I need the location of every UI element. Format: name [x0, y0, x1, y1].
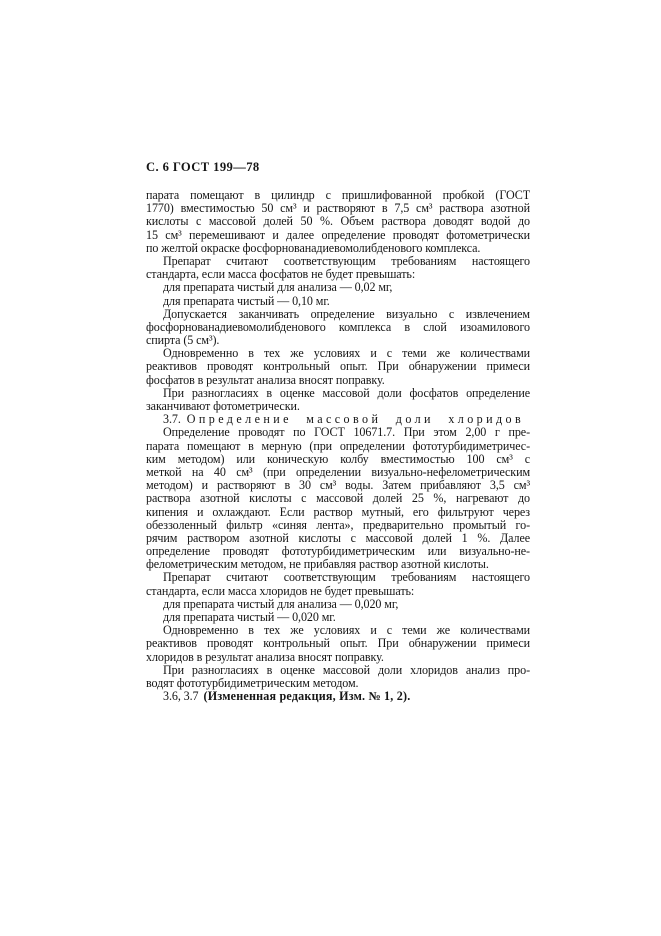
amendment-line [146, 690, 530, 703]
text-line: фелометрическим методом, не прибавляя раствор азотной кислоты. [146, 557, 489, 572]
text-line: раствора азотной кислоты с массовой долей 25 %, нагревают до [146, 491, 530, 506]
text-line: ким методом) или коническую колбу вместимостью 100 см³ с [146, 451, 530, 466]
text-line: реактивов проводят контрольный опыт. При обнаружении примеси [146, 636, 530, 651]
amendment-prefix: 3.6, 3.7 [163, 689, 199, 704]
text-line: При разногласиях в оценке массовой доли хлоридов анализ про- [163, 662, 530, 677]
text-line: обеззоленный фильтр «синяя лента», предварительно промытый го- [146, 517, 530, 532]
text-line: рячим раствором азотной кислоты с массовой долей 1 %. Далее [146, 530, 530, 545]
list-line: для препарата чистый — 0,020 мг. [163, 610, 336, 624]
text-line: Определение проводят по ГОСТ 10671.7. При этом 2,00 г пре- [163, 425, 530, 440]
text-line: хлоридов в результат анализа вносят поправку. [146, 649, 384, 664]
text-line: При разногласиях в оценке массовой доли фосфатов определение [163, 385, 530, 400]
text-line: 15 см³ перемешивают и далее определение проводят фотометрически [146, 227, 530, 242]
text-line: стандарта, если масса фосфатов не будет превышать: [146, 267, 416, 282]
text-line: реактивов проводят контрольный опыт. При обнаружении примеси [146, 359, 530, 374]
page-body [146, 189, 530, 703]
text-line: кипения и охлаждают. Если раствор мутный, его фильтруют через [146, 504, 530, 519]
text-line: заканчивают фотометрически. [146, 399, 300, 413]
text-line: водят фототурбидиметрическим методом. [146, 675, 359, 690]
text-line: фосфатов в результат анализа вносят поправку. [146, 372, 385, 387]
text-line: Допускается заканчивать определение визуально с извлечением [163, 306, 530, 321]
heading-title: Определение массовой доли хлоридов [186, 412, 525, 427]
amendment-bold-text: (Измененная редакция, Изм. № 1, 2). [203, 689, 411, 704]
text-line: Препарат считают соответствующим требованиям настоящего [163, 570, 530, 585]
text-line: стандарта, если масса хлоридов не будет превышать: [146, 583, 415, 598]
text-line: Препарат считают соответствующим требованиям настоящего [163, 253, 530, 268]
list-line: для препарата чистый — 0,10 мг. [163, 293, 330, 308]
text-line: по желтой окраске фосфорнованадиевомолибденового комплекса. [146, 240, 481, 255]
text-line: Одновременно в тех же условиях и с теми же количествами [163, 623, 530, 638]
text-line: определение проводят фототурбидиметрическим или визуально-не- [146, 544, 530, 559]
text-line: меткой на 40 см³ (при определении визуально-нефелометрическим [146, 464, 530, 479]
text-line: Одновременно в тех же условиях и с теми же количествами [163, 346, 530, 361]
list-line: для препарата чистый для анализа — 0,020 мг, [163, 596, 399, 611]
text-line: 1770) вместимостью 50 см³ и растворяют в 7,5 см³ раствора азотной [146, 201, 530, 216]
text-line: парата помещают в мерную (при определении фототурбидиметричес- [146, 438, 530, 453]
text-line: парата помещают в цилиндр с пришлифованной пробкой (ГОСТ [146, 188, 530, 202]
text-line: методом) и растворяют в 30 см³ воды. Затем прибавляют 3,5 см³ [146, 478, 530, 493]
text-line: кислоты с массовой долей 50 %. Объем раствора доводят водой до [146, 214, 530, 229]
list-line: для препарата чистый для анализа — 0,02 мг, [163, 280, 393, 295]
page-header: С. 6 ГОСТ 199—78 [146, 160, 260, 174]
heading-number: 3.7. [163, 412, 181, 427]
text-line: фосфорнованадиевомолибденового комплекса в слой изоамилового [146, 319, 530, 334]
text-line: спирта (5 см³). [146, 333, 220, 348]
